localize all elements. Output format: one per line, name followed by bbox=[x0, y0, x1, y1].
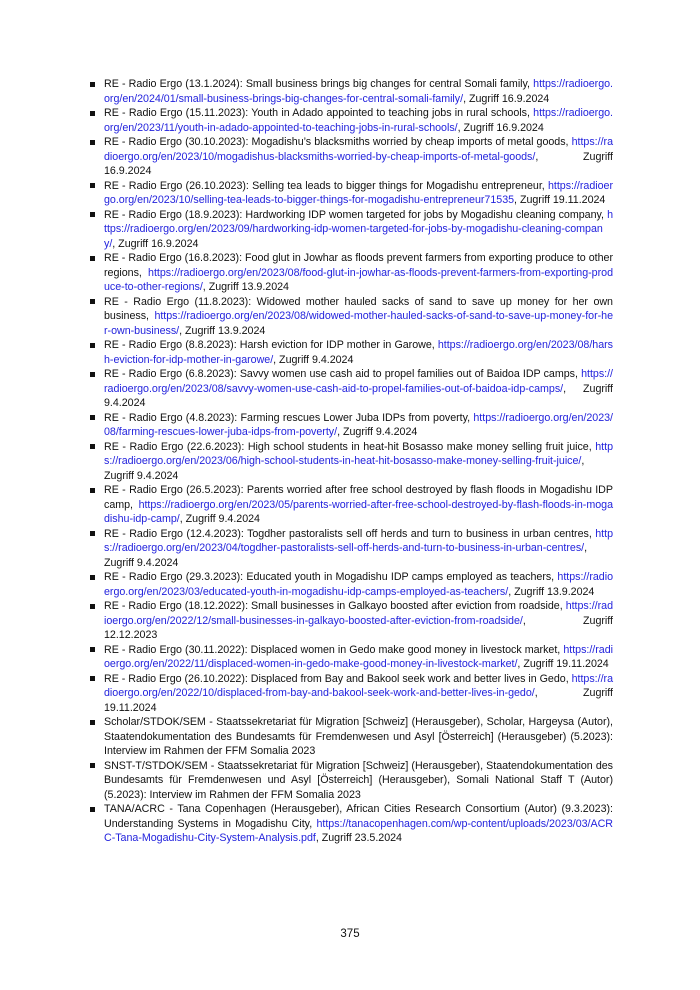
list-item bbox=[90, 483, 613, 527]
reference-text: , Zugriff 16.9.2024 bbox=[112, 237, 199, 250]
list-item bbox=[90, 179, 613, 208]
list-item bbox=[90, 77, 613, 106]
bullet-square-icon bbox=[90, 807, 95, 812]
reference-text: RE - Radio Ergo (29.3.2023): Educated youth in Mogadishu IDP camps employed as teachers, bbox=[104, 571, 558, 583]
bullet-square-icon bbox=[90, 415, 95, 420]
reference-link[interactable]: https://radioergo.org/en/2023/08/widowed-mother-hauled-sacks-of-sand-to-save-up-money-for-her-own-business/ bbox=[104, 310, 613, 337]
reference-link[interactable]: https://radioergo.org/en/2022/11/displaced-women-in-gedo-make-good-money-in-livestock-market/ bbox=[104, 643, 613, 670]
reference-text: , Zugriff 9.4.2024 bbox=[337, 426, 418, 438]
reference-text: RE - Radio Ergo (18.12.2022): Small businesses in Galkayo boosted after eviction from roadside, bbox=[104, 600, 566, 612]
reference-text: RE - Radio Ergo (26.5.2023): Parents worried after free school destroyed by flash floods in Mogadishu IDP camp, bbox=[104, 484, 613, 511]
references-list bbox=[90, 77, 613, 846]
reference-text: , Zugriff 9.4.2024 bbox=[104, 542, 588, 569]
reference-text: RE - Radio Ergo (6.8.2023): Savvy women use cash aid to propel families out of Baidoa IDP camps, bbox=[104, 368, 582, 380]
list-item bbox=[90, 715, 613, 759]
reference-text: SNST-T/STDOK/SEM - Staatssekretariat für Migration [Schweiz] (Herausgeber), Staatendokumentation des Bundesamts für Fremdenwesen und Asyl [Österreich] (Herausgeber), Somali National Staff T (Autor) (5.2023): Interview im Rahmen der FFM Somalia 2023 bbox=[104, 759, 613, 801]
bullet-square-icon bbox=[90, 444, 95, 449]
list-item bbox=[90, 251, 613, 295]
reference-link[interactable]: https://radioergo.org/en/2022/10/displaced-from-bay-and-bakool-seek-work-and-better-lives-in-gedo/ bbox=[104, 672, 613, 699]
bullet-square-icon bbox=[90, 140, 95, 145]
reference-link[interactable]: https://radioergo.org/en/2023/09/hardworking-idp-women-targeted-for-jobs-by-mogadishu-cleaning-company/ bbox=[104, 208, 613, 250]
reference-text: , Zugriff 12.12.2023 bbox=[104, 614, 613, 641]
list-item bbox=[90, 367, 613, 411]
list-item bbox=[90, 106, 613, 135]
bullet-square-icon bbox=[90, 488, 95, 493]
reference-text: RE - Radio Ergo (30.10.2023): Mogadishu’s blacksmiths worried by cheap imports of metal goods, bbox=[104, 136, 572, 148]
reference-link[interactable]: https://radioergo.org/en/2023/10/mogadishus-blacksmiths-worried-by-cheap-imports-of-metal-goods/ bbox=[104, 136, 613, 163]
reference-link[interactable]: https://radioergo.org/en/2023/05/parents-worried-after-free-school-destroyed-by-flash-floods-in-mogadishu-idp-camp/ bbox=[104, 498, 613, 525]
reference-text: RE - Radio Ergo (12.4.2023): Togdher pastoralists sell off herds and turn to business in urban centres, bbox=[104, 527, 596, 540]
reference-text: , Zugriff 9.4.2024 bbox=[179, 513, 260, 525]
reference-link[interactable]: https://radioergo.org/en/2023/03/educated-youth-in-mogadishu-idp-camps-employed-as-teachers/ bbox=[104, 571, 613, 598]
reference-link[interactable]: https://radioergo.org/en/2023/08/food-glut-in-jowhar-as-floods-prevent-farmers-from-exporting-produce-to-other-regions/ bbox=[104, 266, 613, 293]
reference-text: , Zugriff 9.4.2024 bbox=[104, 382, 613, 409]
reference-text: , Zugriff 16.9.2024 bbox=[104, 150, 613, 177]
reference-text: RE - Radio Ergo (15.11.2023): Youth in Adado appointed to teaching jobs in rural schools, bbox=[104, 107, 534, 119]
bullet-square-icon bbox=[90, 763, 95, 768]
reference-text: , Zugriff 16.9.2024 bbox=[463, 92, 550, 105]
bullet-square-icon bbox=[90, 343, 95, 348]
reference-text: RE - Radio Ergo (30.11.2022): Displaced women in Gedo make good money in livestock market, bbox=[104, 643, 564, 656]
bullet-square-icon bbox=[90, 531, 95, 536]
reference-text: RE - Radio Ergo (13.1.2024): Small business brings big changes for central Somali family, bbox=[104, 78, 534, 90]
list-item bbox=[90, 643, 613, 672]
bullet-square-icon bbox=[90, 111, 95, 116]
reference-link[interactable]: https://radioergo.org/en/2022/12/small-businesses-in-galkayo-boosted-after-eviction-from-roadside/ bbox=[104, 600, 613, 627]
reference-link[interactable]: https://tanacopenhagen.com/wp-content/uploads/2023/03/ACRC-Tana-Mogadishu-City-System-Analysis.pdf bbox=[104, 817, 613, 844]
reference-text: , Zugriff 9.4.2024 bbox=[273, 353, 354, 366]
list-item bbox=[90, 135, 613, 179]
reference-text: RE - Radio Ergo (4.8.2023): Farming rescues Lower Juba IDPs from poverty, bbox=[104, 411, 474, 424]
reference-text: RE - Radio Ergo (16.8.2023): Food glut in Jowhar as floods prevent farmers from exporting produce to other regions, bbox=[104, 252, 613, 279]
list-item bbox=[90, 599, 613, 643]
bullet-square-icon bbox=[90, 183, 95, 188]
reference-text: , Zugriff 19.11.2024 bbox=[517, 658, 609, 670]
reference-text: Scholar/STDOK/SEM - Staatssekretariat für Migration [Schweiz] (Herausgeber), Scholar, Hargeysa (Autor), Staatendokumentation des Bundesamts für Fremdenwesen und Asyl [Österreich] (Herausgeber) (5.2023): Interview im Rahmen der FFM Somalia 2023 bbox=[104, 716, 613, 757]
bullet-square-icon bbox=[90, 604, 95, 609]
reference-text: RE - Radio Ergo (8.8.2023): Harsh eviction for IDP mother in Garowe, bbox=[104, 339, 438, 351]
bullet-square-icon bbox=[90, 647, 95, 652]
reference-link[interactable]: https://radioergo.org/en/2023/10/selling-tea-leads-to-bigger-things-for-mogadishu-entrepreneur71535 bbox=[104, 179, 613, 206]
reference-text: , Zugriff 9.4.2024 bbox=[104, 455, 585, 482]
reference-text: RE - Radio Ergo (26.10.2023): Selling tea leads to bigger things for Mogadishu entrepreneur, bbox=[104, 179, 548, 192]
reference-text: , Zugriff 13.9.2024 bbox=[202, 281, 289, 293]
reference-text: RE - Radio Ergo (11.8.2023): Widowed mother hauled sacks of sand to save up money for her own business, bbox=[104, 295, 613, 322]
list-item bbox=[90, 759, 613, 803]
reference-link[interactable]: https://radioergo.org/en/2023/08/harsh-eviction-for-idp-mother-in-garowe/ bbox=[104, 339, 613, 366]
reference-text: RE - Radio Ergo (22.6.2023): High school students in heat-hit Bosasso make money selling fruit juice, bbox=[104, 440, 596, 453]
reference-text: TANA/ACRC - Tana Copenhagen (Herausgeber), African Cities Research Consortium (Autor) (9.3.2023): Understanding Systems in Mogadishu City, bbox=[104, 803, 613, 830]
list-item bbox=[90, 411, 613, 440]
list-item bbox=[90, 802, 613, 846]
reference-text: , Zugriff 16.9.2024 bbox=[457, 121, 544, 134]
reference-link[interactable]: https://radioergo.org/en/2024/01/small-business-brings-big-changes-for-central-somali-family/ bbox=[104, 78, 613, 105]
list-item bbox=[90, 208, 613, 252]
reference-text: RE - Radio Ergo (18.9.2023): Hardworking IDP women targeted for jobs by Mogadishu cleaning company, bbox=[104, 208, 608, 221]
reference-link[interactable]: https://radioergo.org/en/2023/04/togdher-pastoralists-sell-off-herds-and-turn-to-business-in-urban-centres/ bbox=[104, 527, 613, 554]
bullet-square-icon bbox=[90, 575, 95, 580]
bullet-square-icon bbox=[90, 256, 95, 261]
reference-text: , Zugriff 13.9.2024 bbox=[179, 324, 266, 337]
bullet-square-icon bbox=[90, 720, 95, 725]
reference-link[interactable]: https://radioergo.org/en/2023/08/farming-rescues-lower-juba-idps-from-poverty/ bbox=[104, 411, 613, 438]
list-item bbox=[90, 672, 613, 716]
reference-text: , Zugriff 19.11.2024 bbox=[104, 687, 613, 714]
bullet-square-icon bbox=[90, 212, 95, 217]
list-item bbox=[90, 440, 613, 484]
list-item bbox=[90, 295, 613, 339]
page-number: 375 bbox=[340, 928, 360, 940]
reference-text: , Zugriff 19.11.2024 bbox=[514, 194, 606, 206]
reference-link[interactable]: https://radioergo.org/en/2023/08/savvy-women-use-cash-aid-to-propel-families-out-of-baidoa-idp-camps/ bbox=[104, 368, 613, 395]
references-section bbox=[90, 77, 613, 846]
list-item bbox=[90, 527, 613, 571]
page-footer bbox=[0, 924, 700, 942]
bullet-square-icon bbox=[90, 299, 95, 304]
list-item bbox=[90, 570, 613, 599]
reference-link[interactable]: https://radioergo.org/en/2023/11/youth-in-adado-appointed-to-teaching-jobs-in-rural-schools/ bbox=[104, 107, 613, 134]
bullet-square-icon bbox=[90, 676, 95, 681]
reference-link[interactable]: https://radioergo.org/en/2023/06/high-school-students-in-heat-hit-bosasso-make-money-selling-fruit-juice/ bbox=[104, 440, 613, 467]
bullet-square-icon bbox=[90, 372, 95, 377]
reference-text: , Zugriff 23.5.2024 bbox=[315, 832, 402, 844]
list-item bbox=[90, 338, 613, 367]
bullet-square-icon bbox=[90, 82, 95, 87]
reference-text: , Zugriff 13.9.2024 bbox=[508, 585, 595, 598]
reference-text: RE - Radio Ergo (26.10.2022): Displaced from Bay and Bakool seek work and better lives in Gedo, bbox=[104, 672, 572, 685]
